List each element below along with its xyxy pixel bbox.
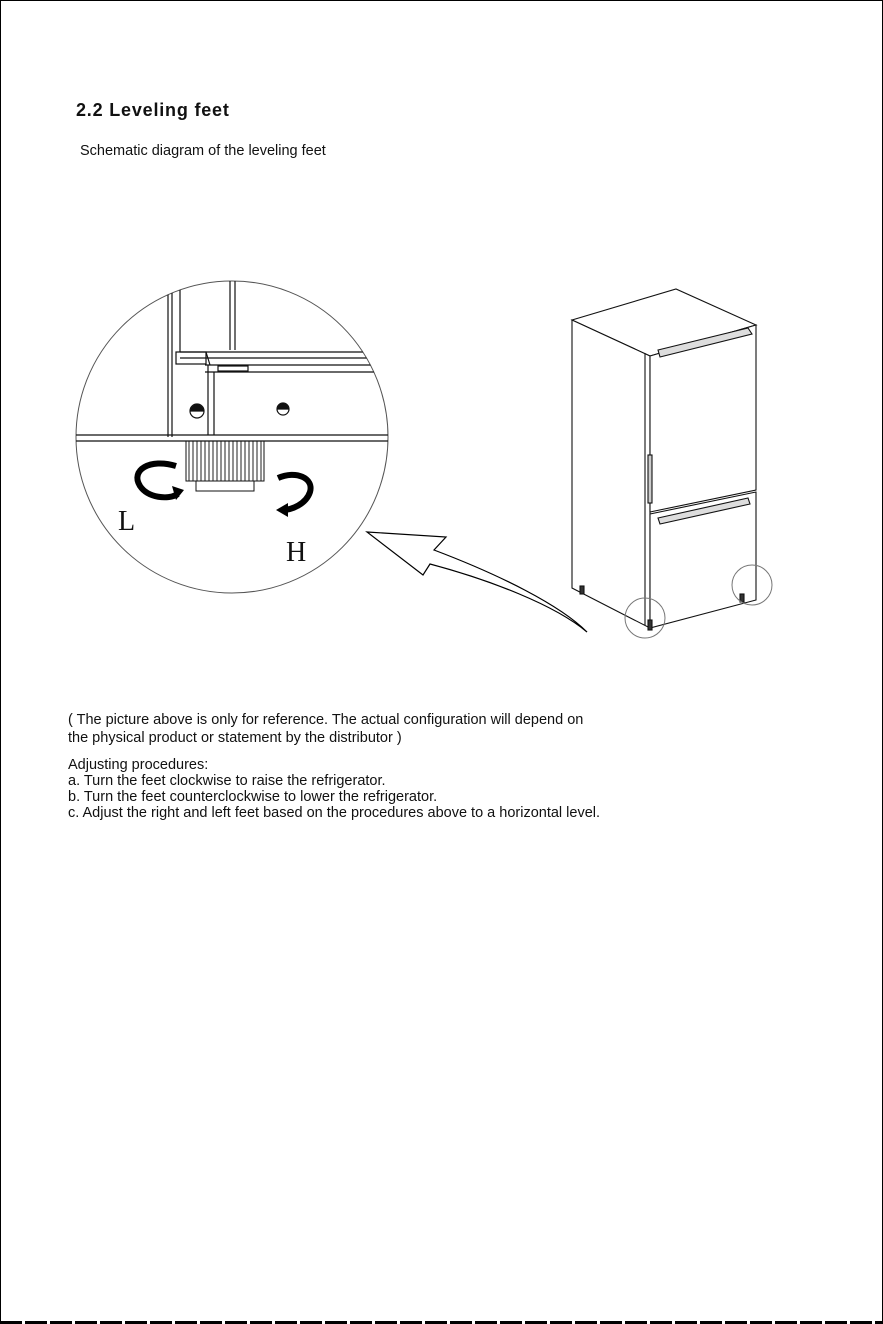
section-title: 2.2 Leveling feet	[76, 100, 230, 120]
procedure-step-c: c. Adjust the right and left feet based on the procedures above to a horizontal level.	[68, 805, 601, 821]
adjusting-procedures	[68, 757, 600, 821]
refrigerator-illustration	[572, 289, 756, 630]
leveling-feet-diagram	[0, 270, 883, 660]
procedure-step-a: a. Turn the feet clockwise to raise the refrigerator.	[68, 773, 386, 789]
procedure-step-b: b. Turn the feet counterclockwise to lower the refrigerator.	[68, 789, 438, 805]
reference-note	[68, 711, 583, 747]
note-line-1: ( The picture above is only for reference. The actual configuration will depend on	[68, 712, 584, 728]
procedures-heading: Adjusting procedures:	[68, 757, 209, 773]
curved-pointer-arrow	[367, 532, 587, 632]
label-l: L	[118, 506, 136, 537]
diagram-caption: Schematic diagram of the leveling feet	[80, 143, 326, 159]
note-line-2: the physical product or statement by the distributor )	[68, 730, 402, 746]
label-h: H	[286, 537, 307, 568]
magnified-foot-view	[70, 280, 400, 593]
